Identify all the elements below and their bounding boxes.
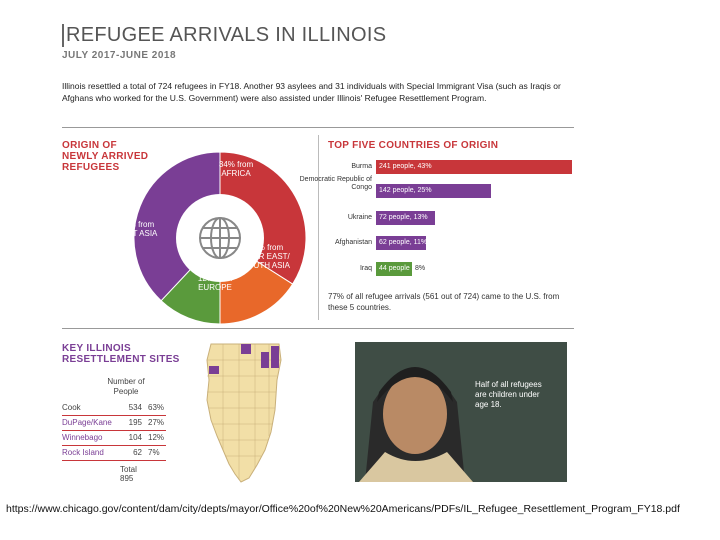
source-url: https://www.chicago.gov/content/dam/city/depts/mayor/Office%20of%20New%20Americans/PDFs/IL_Refugee_Resettlement_Program_FY18.pdf [6, 503, 680, 515]
sites-heading: KEY ILLINOIS RESETTLEMENT SITES [62, 343, 180, 365]
category-label: Democratic Republic of Congo [299, 176, 372, 191]
site-name: DuPage/Kane [62, 418, 112, 427]
slice-label-near-east: 16% from NEAR EAST/ SOUTH ASIA [241, 243, 290, 270]
table-row [62, 403, 166, 415]
countries-note: 77% of all refugee arrivals (561 out of 724) came to the U.S. from these 5 countries. [328, 292, 560, 312]
map-highlight-winnebago [241, 344, 251, 354]
bar: 142 people, 25% [376, 184, 491, 198]
site-number: 104 [128, 433, 142, 442]
page-subtitle: JULY 2017-JUNE 2018 [62, 50, 177, 61]
site-percent: 63% [148, 403, 165, 412]
table-row [62, 448, 166, 460]
bar: 44 people [376, 262, 412, 276]
site-name: Winnebago [62, 433, 103, 442]
divider [62, 445, 166, 446]
map-highlight-rock-island [209, 366, 219, 374]
photo-caption: Half of all refugees are children under age 18. [475, 380, 542, 409]
bar-row [328, 211, 578, 227]
bar-row [299, 176, 578, 200]
table-row [62, 433, 166, 445]
bar-row [328, 262, 578, 278]
bar-row [328, 160, 578, 176]
category-label: Iraq [359, 265, 372, 272]
refugee-child-photo [355, 342, 567, 482]
divider [62, 328, 574, 329]
table-row [62, 418, 166, 430]
site-number: 534 [128, 403, 142, 412]
origin-heading: ORIGIN OF NEWLY ARRIVED REFUGEES [62, 140, 149, 173]
countries-heading: TOP FIVE COUNTRIES OF ORIGIN [328, 140, 499, 151]
bar: 241 people, 43% [376, 160, 572, 174]
site-number: 195 [128, 418, 142, 427]
divider [62, 127, 574, 128]
site-name: Rock Island [62, 448, 104, 457]
column-header: Number of People [107, 377, 145, 396]
category-label: Afghanistan [335, 239, 372, 246]
total-label: Total 895 [120, 465, 137, 483]
divider [62, 460, 166, 461]
divider [62, 415, 166, 416]
category-label: Ukraine [347, 214, 372, 221]
site-name: Cook [62, 403, 81, 412]
page-title: REFUGEE ARRIVALS IN ILLINOIS [62, 24, 386, 47]
globe-icon [200, 218, 240, 258]
map-highlight-cook [271, 346, 279, 368]
site-percent: 27% [148, 418, 165, 427]
site-number: 62 [133, 448, 142, 457]
bar: 62 people, 11% [376, 236, 426, 250]
category-label: Burma [351, 163, 372, 170]
bar-outside-label: 8% [415, 265, 426, 272]
intro-paragraph: Illinois resettled a total of 724 refugees in FY18. Another 93 asylees and 31 individuals with Special Immigrant Visa (such as Iraqis or Afghans who worked for the U.S. Government) were also assisted under Illinois' Refugee Resettlement Program. [62, 81, 561, 103]
slice-label-africa: 34% from AFRICA [218, 160, 254, 178]
slice-label-europe: 12% from EUROPE [197, 274, 233, 292]
slice-label-east-asia: 38% from EAST ASIA [116, 220, 158, 238]
bar: 72 people, 13% [376, 211, 435, 225]
illinois-county-map [205, 340, 285, 485]
site-percent: 12% [148, 433, 165, 442]
site-percent: 7% [148, 448, 160, 457]
map-highlight-dupage-kane [261, 352, 269, 368]
divider [62, 430, 166, 431]
bar-row [328, 236, 578, 252]
